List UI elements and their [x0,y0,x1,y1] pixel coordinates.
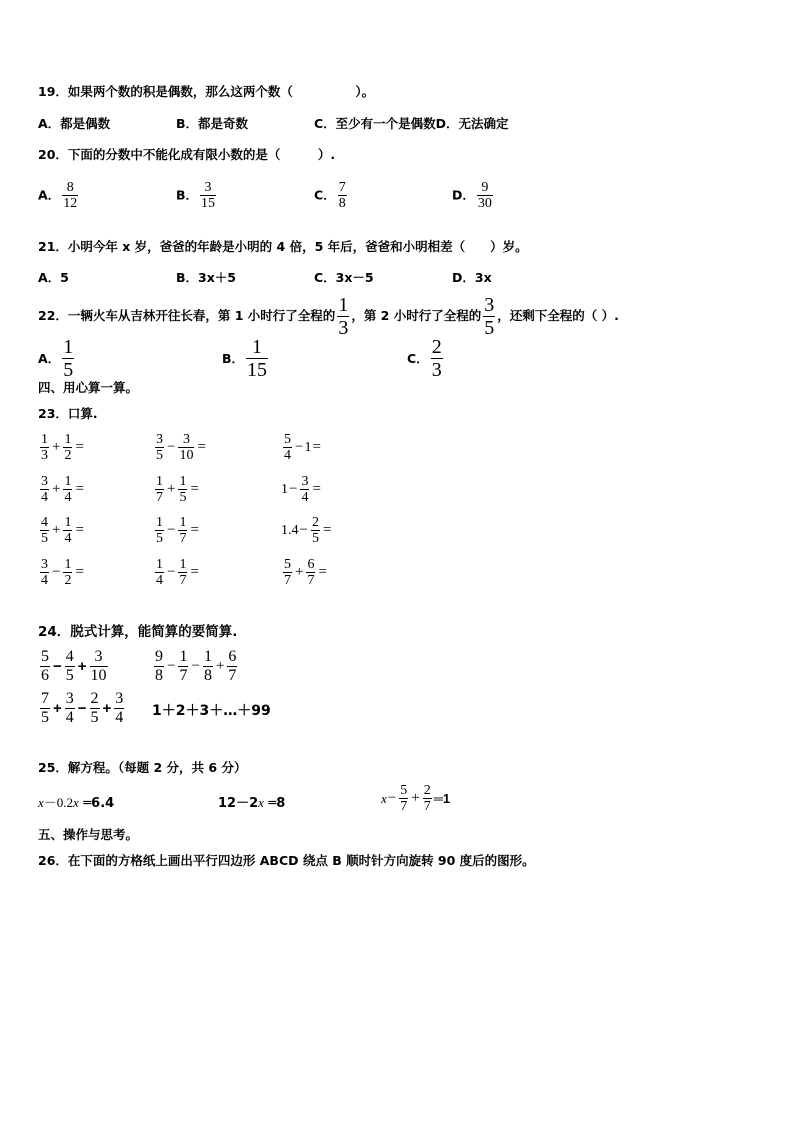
plus-sign: + [411,790,420,807]
mental-calc-10 [38,557,85,589]
denominator: 7 [400,799,408,815]
option-label: B． [176,187,199,203]
question-20-stem: 20．下面的分数中不能化成有限小数的是（ ）. [38,147,336,162]
mental-calc-3 [281,432,322,464]
denominator: 5 [156,448,163,464]
numerator: 1 [156,557,163,572]
denominator: 12 [63,196,78,212]
calc-expression-2 [152,648,239,684]
denominator: 5 [179,490,187,506]
minus-sign: − [53,657,62,675]
equals-sign: = [322,522,332,539]
plus-sign: + [53,699,62,717]
equation-2 [218,795,285,812]
q21-option-d: D．3x [452,270,492,285]
q20-option-d [452,180,495,212]
equals-sign: = [75,522,84,539]
variable-x: x [38,795,44,810]
numerator: 1 [179,648,188,665]
minus-sign: − [191,657,200,674]
question-25-stem: 25．解方程。（每题 2 分，共 6 分） [38,760,247,775]
mental-calc-12 [281,557,328,589]
denominator: 6 [41,666,49,684]
q20-option-a [38,180,80,212]
numerator: 3 [182,432,190,447]
equation-2-rhs: ═8 [263,796,286,811]
denominator: 5 [63,359,74,381]
numerator: 1 [41,432,48,447]
q20-option-b [176,180,218,212]
numerator: 3 [41,474,48,489]
q22-option-c [407,336,445,381]
mental-calc-6 [281,474,322,506]
numerator: 1 [179,557,187,572]
fraction [178,474,187,506]
fraction [40,648,50,684]
denominator: 7 [179,666,188,684]
denominator: 8 [203,666,212,684]
plus-sign: + [102,699,112,717]
denominator: 7 [179,531,187,547]
fraction [431,336,443,381]
numerator: 2 [431,336,442,358]
numerator: 1 [179,515,187,530]
denominator: 30 [477,196,492,212]
minus-sign: − [77,699,87,717]
fraction [337,294,349,339]
q22-text-pre: 22．一辆火车从吉林开往长春，第 1 小时行了全程的 [38,308,336,323]
numerator: 1 [203,648,212,665]
fraction [399,783,408,815]
fraction [178,557,187,589]
variable-x: x [381,790,387,806]
plus-sign: + [295,564,304,581]
fraction [477,180,493,212]
fraction [311,515,320,547]
denominator: 5 [156,531,163,547]
denominator: 8 [155,666,163,684]
q19-option-b: B．都是奇数 [176,116,249,131]
minus-sign: − [167,522,176,539]
denominator: 4 [41,573,48,589]
mental-calc-2 [153,432,207,464]
numerator: 1 [63,336,74,358]
numerator: 8 [66,180,74,195]
question-23-stem: 23．口算. [38,406,98,421]
q19-option-a: A．都是偶数 [38,116,111,131]
fraction [90,648,108,684]
denominator: 4 [65,708,74,726]
denominator: 15 [247,359,268,381]
mental-calc-9 [281,515,332,547]
numerator: 2 [423,783,431,798]
option-label: A． [38,350,61,366]
fraction [283,557,292,589]
calc-expression-4: 1＋2＋3＋…＋99 [152,703,271,719]
numerator: 2 [90,690,99,707]
equals-sign: = [318,564,327,581]
denominator: 8 [338,196,346,212]
fraction [63,432,72,464]
equals-sign: = [312,481,321,498]
fraction [154,648,164,684]
denominator: 7 [228,666,237,684]
numerator: 3 [41,557,48,572]
numerator: 9 [481,180,489,195]
denominator: 4 [284,448,291,464]
calc-expression-3 [38,690,126,726]
minus-sign: − [52,564,61,581]
numerator: 6 [228,648,237,665]
numerator: 1 [156,515,163,530]
equation-3-rhs: ═1 [433,791,451,807]
numerator: 3 [156,432,163,447]
mental-calc-4 [38,474,85,506]
denominator: 2 [64,448,72,464]
fraction [300,474,309,506]
numerator: 1 [64,515,72,530]
numerator: 7 [41,690,49,707]
integer: 1 [281,481,288,497]
numerator: 1 [64,557,72,572]
numerator: 1 [64,474,72,489]
q22-text-mid: ，第 2 小时行了全程的 [351,308,482,323]
denominator: 15 [201,196,216,212]
equals-sign: = [75,481,84,498]
numerator: 6 [307,557,315,572]
integer: 1 [304,439,312,455]
mental-calc-11 [153,557,200,589]
q22-text-post: ，还剩下全程的（ ）. [497,308,619,323]
denominator: 5 [65,666,74,684]
numerator: 2 [311,515,319,530]
equals-sign: = [190,481,199,498]
fraction [40,690,50,726]
numerator: 4 [65,648,74,665]
denominator: 7 [179,573,187,589]
denominator: 7 [423,799,431,815]
section-4-heading: 四、用心算一算。 [38,380,139,395]
q21-option-c: C．3x－5 [314,270,374,285]
denominator: 4 [156,573,163,589]
minus-sign: − [167,657,176,674]
denominator: 3 [431,359,442,381]
denominator: 5 [484,316,495,339]
equation-1-rhs: ═6.4 [78,796,115,811]
option-label: D． [452,187,475,203]
q22-option-a [38,336,76,381]
equation-3 [381,783,450,815]
q21-option-a: A．5 [38,270,69,285]
fraction [483,294,495,339]
fraction [65,648,75,684]
minus-sign: − [387,790,397,807]
plus-sign: + [215,657,225,674]
equals-sign: = [190,522,199,539]
mental-calc-7 [38,515,85,547]
denominator: 10 [90,666,107,684]
numerator: 3 [65,690,74,707]
denominator: 10 [179,448,194,464]
denominator: 4 [115,708,124,726]
denominator: 7 [307,573,315,589]
numerator: 1 [64,432,72,447]
fraction [155,432,164,464]
fraction [423,783,432,815]
fraction [40,557,49,589]
minus-sign: − [295,439,304,456]
fraction [40,474,49,506]
decimal-number: 1.4 [281,522,299,538]
calc-expression-1 [38,648,110,684]
equals-sign: = [190,564,199,581]
numerator: 1 [338,293,349,316]
numerator: 1 [252,336,263,358]
denominator: 7 [156,490,163,506]
denominator: 7 [284,573,291,589]
denominator: 5 [41,531,48,547]
equals-sign: = [75,564,84,581]
question-21-stem: 21．小明今年 x 岁，爸爸的年龄是小明的 4 倍，5 年后，爸爸和小明相差（ ）岁。 [38,239,528,254]
numerator: 7 [338,180,346,195]
fraction [155,515,164,547]
plus-sign: + [167,481,176,498]
option-label: B． [222,350,245,366]
fraction [63,515,72,547]
equals-sign: = [312,439,321,456]
variable-x: x [258,795,264,810]
equation-1 [38,795,114,812]
numerator: 1 [156,474,163,489]
denominator: 4 [64,531,72,547]
numerator: 3 [115,690,124,707]
fraction [114,690,124,726]
equation-2-lhs: 12－2 [218,796,259,811]
fraction [62,180,78,212]
fraction [40,432,49,464]
denominator: 2 [64,573,72,589]
numerator: 3 [484,293,495,316]
option-label: A． [38,187,61,203]
equation-1-coefficient: －0.2 [43,795,74,810]
denominator: 3 [41,448,48,464]
denominator: 5 [41,708,49,726]
fraction [283,432,292,464]
numerator: 1 [179,474,187,489]
numerator: 5 [41,648,49,665]
numerator: 5 [284,557,291,572]
numerator: 5 [400,783,408,798]
fraction [155,474,164,506]
q21-option-b: B．3x＋5 [176,270,236,285]
fraction [203,648,213,684]
q22-option-b [222,336,270,381]
fraction [200,180,216,212]
question-24-stem: 24．脱式计算，能简算的要简算. [38,624,238,640]
fraction [90,690,100,726]
fraction [63,557,72,589]
mental-calc-5 [153,474,200,506]
mental-calc-8 [153,515,200,547]
plus-sign: + [52,522,61,539]
question-22-stem [38,293,619,339]
option-label: C． [407,350,429,366]
plus-sign: + [52,439,61,456]
denominator: 5 [90,708,99,726]
mental-calc-1 [38,432,85,464]
minus-sign: − [289,481,298,498]
fraction [306,557,315,589]
fraction [227,648,237,684]
equals-sign: = [197,439,206,456]
fraction [246,336,268,381]
fraction [338,180,347,212]
variable-x: x [73,795,79,810]
numerator: 5 [284,432,291,447]
denominator: 4 [41,490,48,506]
question-19-stem: 19．如果两个数的积是偶数，那么这两个数（ ）。 [38,84,375,99]
fraction [40,515,49,547]
numerator: 3 [94,648,103,665]
denominator: 5 [311,531,319,547]
q20-option-c [314,180,349,212]
fraction [63,474,72,506]
numerator: 9 [155,648,163,665]
option-label: C． [314,187,336,203]
denominator: 3 [338,316,349,339]
question-26-stem: 26．在下面的方格纸上画出平行四边形 ABCD 绕点 B 顺时针方向旋转 90 度后的图形。 [38,853,535,868]
minus-sign: − [167,564,176,581]
fraction [155,557,164,589]
minus-sign: − [299,522,308,539]
plus-sign: + [77,657,87,675]
q19-option-c-d: C．至少有一个是偶数D．无法确定 [314,116,509,131]
numerator: 3 [204,180,212,195]
denominator: 4 [64,490,72,506]
minus-sign: − [167,439,176,456]
numerator: 4 [41,515,48,530]
section-5-heading: 五、操作与思考。 [38,827,139,842]
numerator: 3 [301,474,309,489]
denominator: 4 [301,490,309,506]
fraction [62,336,74,381]
fraction [178,515,187,547]
fraction [65,690,75,726]
plus-sign: + [52,481,61,498]
fraction [178,432,194,464]
equals-sign: = [75,439,84,456]
fraction [178,648,188,684]
